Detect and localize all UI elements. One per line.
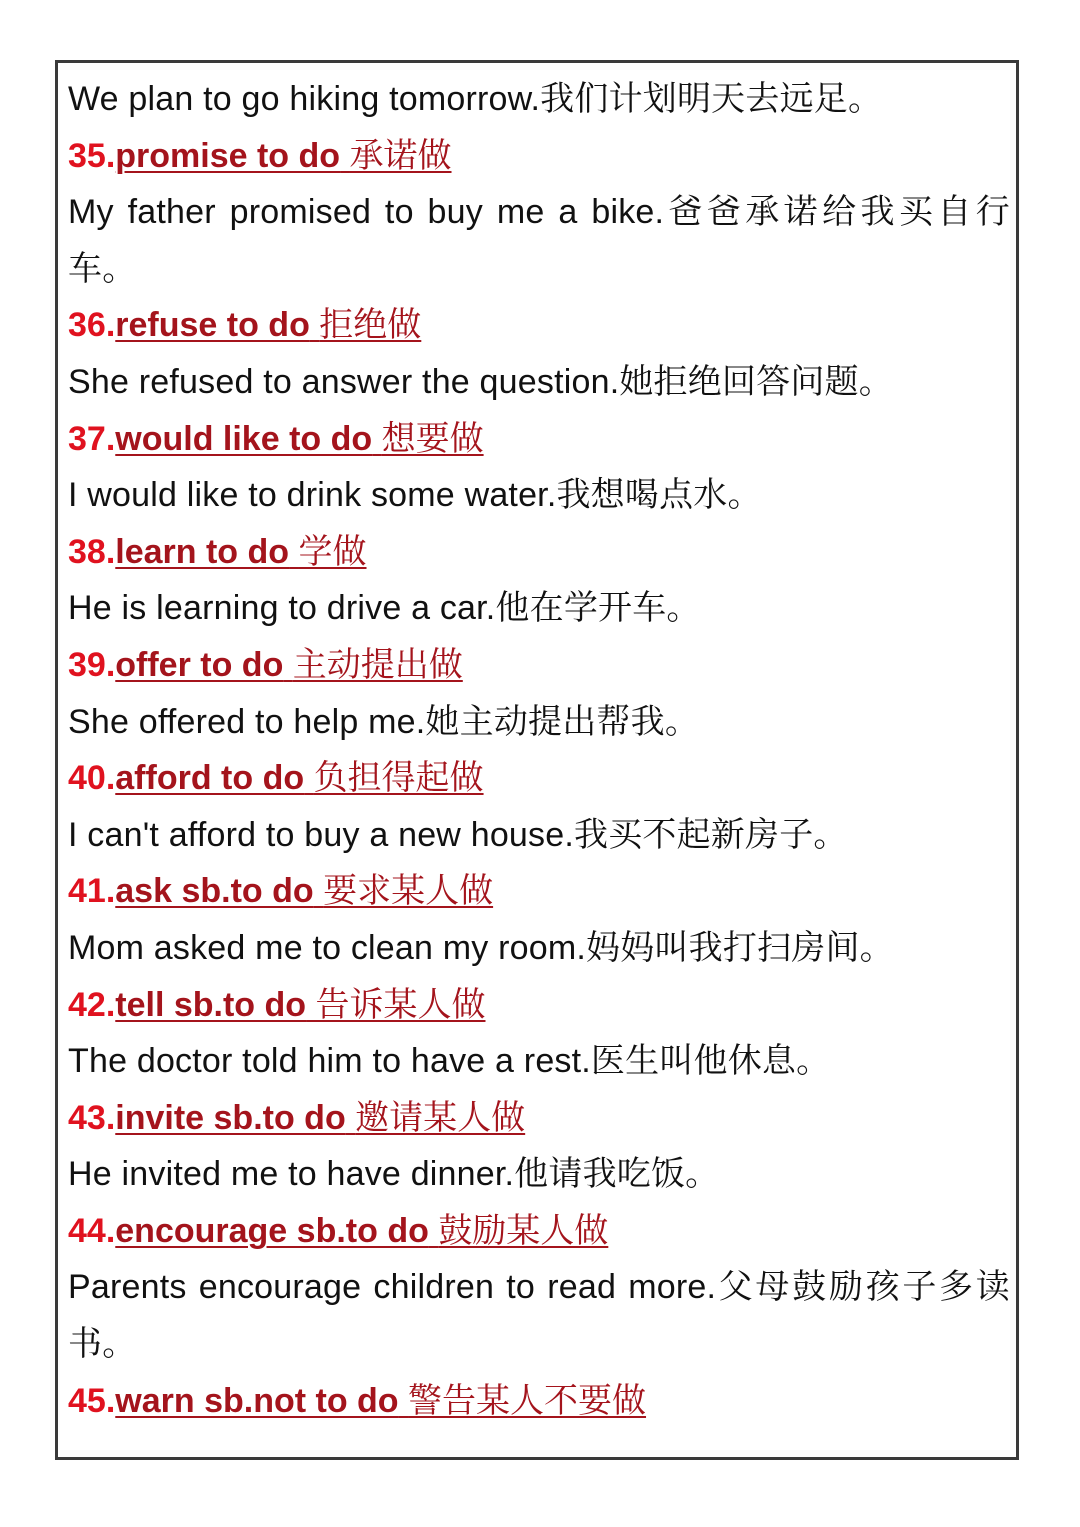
entry-example-35: My father promised to buy me a bike.爸爸承诺给我买自行车。 — [68, 193, 1010, 288]
entry-gap — [314, 872, 323, 910]
entry-phrase: refuse to do — [115, 306, 310, 345]
entry-gap — [346, 1099, 355, 1137]
entry-number: 41. — [68, 872, 116, 911]
entry-phrase: invite sb.to do — [115, 1098, 346, 1137]
entry-example-44: Parents encourage children to read more.父母鼓励孩子多读书。 — [68, 1268, 1010, 1364]
entry-example-43: He invited me to have dinner.他请我吃饭。 — [68, 1155, 720, 1194]
entry-gap — [304, 759, 313, 797]
entry-phrase: afford to do — [115, 759, 305, 798]
entry-number: 35. — [68, 136, 116, 175]
entry-gap — [429, 1212, 438, 1250]
entry-phrase: tell sb.to do — [115, 985, 307, 1024]
entry-heading-39 — [68, 637, 1010, 694]
entry-number: 45. — [68, 1381, 116, 1420]
entry-heading-41 — [68, 863, 1010, 920]
entry-number: 37. — [68, 419, 116, 458]
entry-example-41: Mom asked me to clean my room.妈妈叫我打扫房间。 — [68, 928, 894, 967]
entry-translation: 鼓励某人做 — [438, 1211, 609, 1250]
entry-gap — [283, 646, 292, 684]
entry-heading-38 — [68, 524, 1010, 581]
entry-example-36: She refused to answer the question.她拒绝回答问题。 — [68, 362, 893, 401]
entry-phrase: warn sb.not to do — [115, 1381, 399, 1420]
entry-number: 43. — [68, 1098, 116, 1137]
entry-heading-42 — [68, 977, 1010, 1034]
entry-number: 44. — [68, 1211, 116, 1250]
entry-example-39: She offered to help me.她主动提出帮我。 — [68, 702, 700, 741]
entry-heading-43 — [68, 1090, 1010, 1147]
entry-heading-36 — [68, 297, 1010, 354]
entry-list — [68, 71, 1010, 1429]
entry-phrase: encourage sb.to do — [115, 1211, 429, 1250]
entry-translation: 邀请某人做 — [355, 1098, 526, 1137]
entry-phrase: learn to do — [115, 532, 290, 571]
entry-translation: 想要做 — [381, 419, 484, 458]
entry-heading-45 — [68, 1373, 1010, 1430]
entry-gap — [306, 986, 315, 1024]
entry-phrase: ask sb.to do — [115, 872, 314, 911]
entry-heading-40 — [68, 750, 1010, 807]
entry-gap — [310, 306, 319, 344]
entry-example-38: He is learning to drive a car.他在学开车。 — [68, 589, 701, 628]
entry-translation: 负担得起做 — [313, 759, 484, 798]
entry-translation: 拒绝做 — [319, 306, 422, 345]
entry-translation: 学做 — [298, 532, 367, 571]
entry-gap — [340, 137, 349, 175]
entry-number: 36. — [68, 306, 116, 345]
entry-translation: 要求某人做 — [323, 872, 494, 911]
entry-translation: 主动提出做 — [292, 645, 463, 684]
entry-heading-35 — [68, 128, 1010, 185]
entry-example-42: The doctor told him to have a rest.医生叫他休息。 — [68, 1042, 831, 1081]
entry-translation: 告诉某人做 — [315, 985, 486, 1024]
entry-number: 42. — [68, 985, 116, 1024]
entry-translation: 承诺做 — [349, 136, 452, 175]
entry-number: 39. — [68, 645, 116, 684]
entry-phrase: promise to do — [115, 136, 341, 175]
entry-heading-37 — [68, 411, 1010, 468]
document-page — [55, 60, 1019, 1460]
entry-heading-44 — [68, 1203, 1010, 1260]
intro-example-sentence: We plan to go hiking tomorrow.我们计划明天去远足。 — [68, 80, 883, 118]
entry-gap — [399, 1382, 408, 1420]
entry-translation: 警告某人不要做 — [408, 1381, 647, 1420]
entry-example-37: I would like to drink some water.我想喝点水。 — [68, 476, 762, 515]
entry-number: 38. — [68, 532, 116, 571]
entry-phrase: would like to do — [115, 419, 373, 458]
entry-example-40: I can't afford to buy a new house.我买不起新房子。 — [68, 815, 848, 854]
entry-phrase: offer to do — [115, 645, 284, 684]
entry-gap — [289, 533, 298, 571]
entry-number: 40. — [68, 759, 116, 798]
entry-gap — [372, 420, 381, 458]
